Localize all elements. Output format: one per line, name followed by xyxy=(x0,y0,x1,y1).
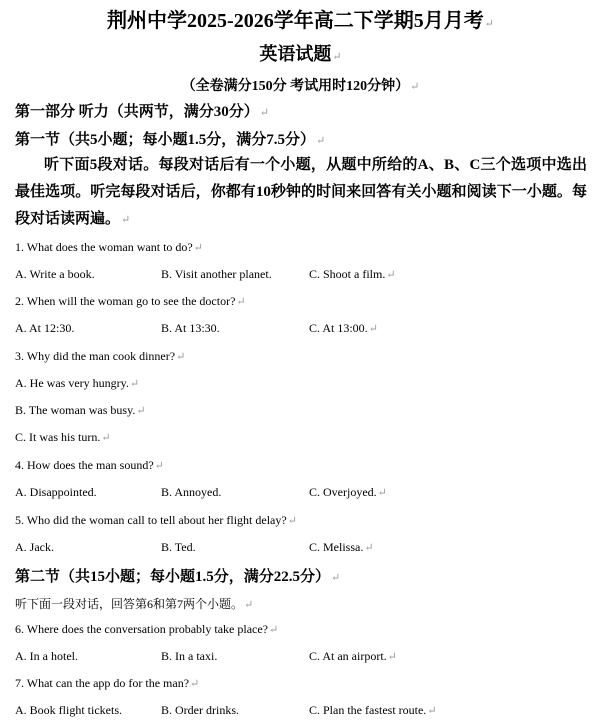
question-6 xyxy=(15,622,278,637)
question-text: 5. Who did the woman call to tell about her flight delay? xyxy=(15,513,287,527)
paragraph-mark-icon: ↵ xyxy=(368,323,378,335)
exam-note xyxy=(0,75,601,95)
section1-instructions xyxy=(15,152,587,234)
option-a: A. In a hotel. xyxy=(15,649,78,663)
paragraph-mark-icon: ↵ xyxy=(331,572,341,584)
option-c-text: C. At an airport. xyxy=(309,649,387,663)
paragraph-mark-icon: ↵ xyxy=(236,296,246,308)
paragraph-mark-icon: ↵ xyxy=(190,678,200,690)
part1-heading xyxy=(15,100,269,121)
exam-title xyxy=(0,4,601,33)
paragraph-mark-icon: ↵ xyxy=(410,81,420,93)
paragraph-mark-icon: ↵ xyxy=(332,51,342,63)
question-5 xyxy=(15,513,297,528)
question-text: 6. Where does the conversation probably take place? xyxy=(15,622,269,636)
option-c xyxy=(309,485,387,500)
section2-heading xyxy=(15,565,340,586)
section1-heading-text: 第一节（共5小题；每小题1.5分，满分7.5分） xyxy=(15,132,316,148)
paragraph-mark-icon: ↵ xyxy=(193,242,203,254)
paragraph-mark-icon: ↵ xyxy=(364,542,374,554)
question-2 xyxy=(15,294,246,309)
option-c xyxy=(309,321,378,336)
option-c-text: C. Plan the fastest route. xyxy=(309,703,427,717)
paragraph-mark-icon: ↵ xyxy=(101,432,111,444)
question-text: 1. What does the woman want to do? xyxy=(15,240,193,254)
section1-heading xyxy=(15,128,325,149)
option-c-text: C. Melissa. xyxy=(309,540,364,554)
paragraph-mark-icon: ↵ xyxy=(269,624,279,636)
question-text: 4. How does the man sound? xyxy=(15,458,154,472)
option-c xyxy=(309,540,374,555)
option-c-text: C. Overjoyed. xyxy=(309,485,377,499)
option-c xyxy=(309,267,396,282)
paragraph-mark-icon: ↵ xyxy=(244,599,254,611)
question-text: 3. Why did the man cook dinner? xyxy=(15,349,176,363)
paragraph-mark-icon: ↵ xyxy=(387,651,397,663)
option-c: C. It was his turn. xyxy=(15,430,101,444)
option-a: A. Disappointed. xyxy=(15,485,97,499)
option-c-text: C. Shoot a film. xyxy=(309,267,386,281)
paragraph-mark-icon: ↵ xyxy=(136,405,146,417)
section1-instructions-text: 听下面5段对话。每段对话后有一个小题，从题中所给的A、B、C三个选项中选出最佳选项。听完每段对话后，你都有10秒钟的时间来回答有关小题和阅读下一小题。每段对话读两遍。 xyxy=(15,157,587,227)
section2-intro xyxy=(15,595,253,612)
section2-heading-text: 第二节（共15小题；每小题1.5分，满分22.5分） xyxy=(15,569,331,585)
exam-title-text: 荆州中学2025-2026学年高二下学期5月月考 xyxy=(107,10,484,32)
option-b: B. The woman was busy. xyxy=(15,403,136,417)
section2-intro-text: 听下面一段对话，回答第6和第7两个小题。 xyxy=(15,597,244,611)
exam-subtitle xyxy=(0,40,601,66)
part1-heading-text: 第一部分 听力（共两节，满分30分） xyxy=(15,104,259,120)
option-b: B. At 13:30. xyxy=(161,321,220,335)
exam-subtitle-text: 英语试题 xyxy=(259,44,332,64)
paragraph-mark-icon: ↵ xyxy=(121,214,131,226)
option-a: A. Jack. xyxy=(15,540,54,554)
exam-note-text: （全卷满分150分 考试用时120分钟） xyxy=(181,79,410,94)
paragraph-mark-icon: ↵ xyxy=(259,107,269,119)
option-c-text: C. At 13:00. xyxy=(309,321,368,335)
paragraph-mark-icon: ↵ xyxy=(427,705,437,717)
option-b: B. In a taxi. xyxy=(161,649,218,663)
option-c xyxy=(309,649,397,664)
question-7 xyxy=(15,676,199,691)
question-3-option-c xyxy=(15,430,111,445)
question-3-option-a xyxy=(15,376,139,391)
option-b: B. Visit another planet. xyxy=(161,267,272,281)
option-a: A. Write a book. xyxy=(15,267,95,281)
option-c xyxy=(309,703,437,718)
paragraph-mark-icon: ↵ xyxy=(176,351,186,363)
option-b: B. Annoyed. xyxy=(161,485,222,499)
option-a: A. He was very hungry. xyxy=(15,376,129,390)
question-3-option-b xyxy=(15,403,146,418)
option-b: B. Ted. xyxy=(161,540,196,554)
paragraph-mark-icon: ↵ xyxy=(386,269,396,281)
question-text: 7. What can the app do for the man? xyxy=(15,676,190,690)
question-4 xyxy=(15,458,164,473)
paragraph-mark-icon: ↵ xyxy=(484,18,494,30)
paragraph-mark-icon: ↵ xyxy=(316,135,326,147)
paragraph-mark-icon: ↵ xyxy=(287,515,297,527)
option-a: A. At 12:30. xyxy=(15,321,75,335)
paragraph-mark-icon: ↵ xyxy=(154,460,164,472)
option-a: A. Book flight tickets. xyxy=(15,703,122,717)
option-b: B. Order drinks. xyxy=(161,703,239,717)
question-3 xyxy=(15,349,185,364)
paragraph-mark-icon: ↵ xyxy=(129,378,140,390)
paragraph-mark-icon: ↵ xyxy=(377,487,387,499)
question-text: 2. When will the woman go to see the doctor? xyxy=(15,294,236,308)
question-1 xyxy=(15,240,203,255)
